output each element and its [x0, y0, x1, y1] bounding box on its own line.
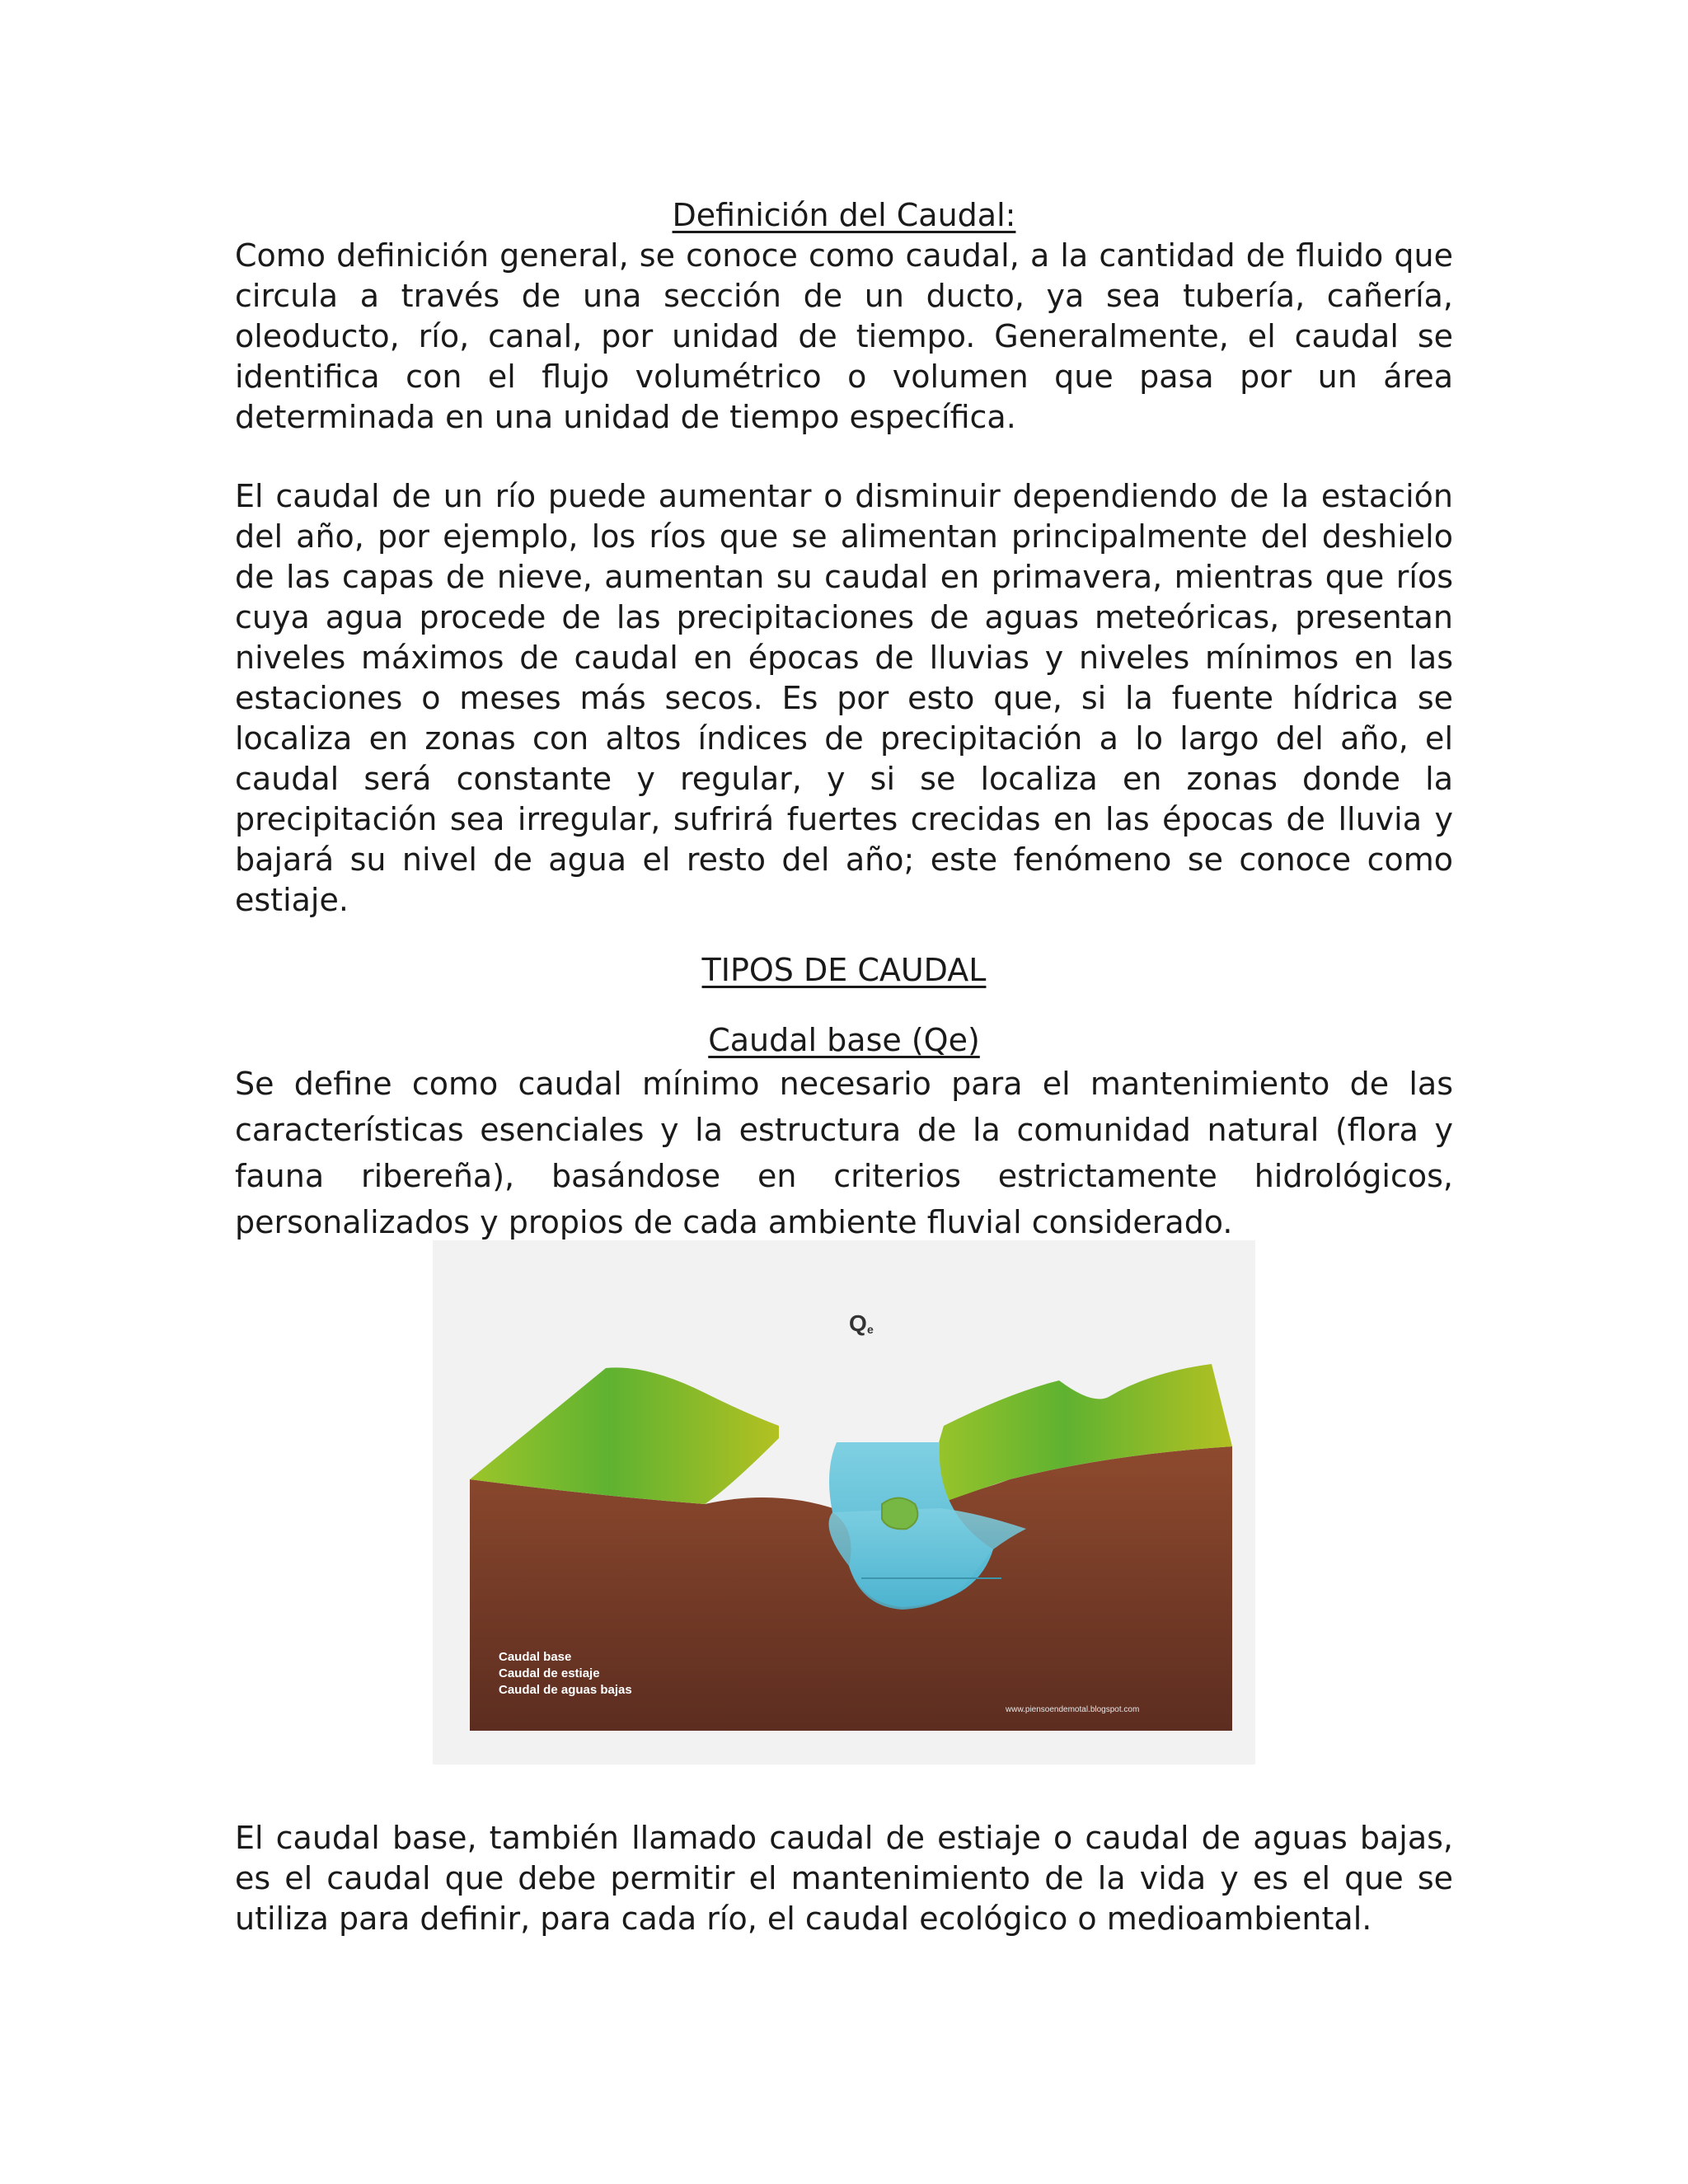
legend-line-3: Caudal de aguas bajas: [499, 1683, 632, 1697]
river-island: [882, 1498, 917, 1530]
definition-heading: Definición del Caudal:: [672, 197, 1016, 233]
base-flow-heading: Caudal base (Qe): [708, 1022, 980, 1058]
seasonal-paragraph: El caudal de un río puede aumentar o disminuir dependiendo de la estación del año, por ejemplo, los ríos que se alimentan principalmente del deshielo de las capas de nieve, aumentan su caudal en primavera, mientras que ríos cuya agua procede de las precipitaciones de aguas meteóricas, presentan niveles máximos de caudal en épocas de lluvias y niveles mínimos en las estaciones o meses más secos. Es por esto que, si la fuente hídrica se localiza en zonas con altos índices de precipitación a lo largo del año, el caudal será constante y regular, y si se localiza en zonas donde la precipitación sea irregular, sufrirá fuertes crecidas en las épocas de lluvia y bajará su nivel de agua el resto del año; este fenómeno se conoce como estiaje.: [235, 478, 1453, 918]
grass-layer: [470, 1367, 779, 1504]
base-flow-paragraph: Se define como caudal mínimo necesario para el mantenimiento de las características esenciales y la estructura de la comunidad natural (flora y fauna ribereña), basándose en criterios estrictamente hidrológicos, personalizados y propios de cada ambiente fluvial considerado.: [235, 1066, 1453, 1240]
watermark-text: www.piensoendemotal.blogspot.com: [1006, 1705, 1140, 1714]
types-heading: TIPOS DE CAUDAL: [701, 952, 987, 988]
svg-text:e: e: [867, 1323, 874, 1336]
document-body-after-figure: [235, 1818, 1453, 1939]
qe-label: Q: [849, 1310, 867, 1336]
document-body: [235, 194, 1453, 1245]
river-flow-illustration: [433, 1240, 1255, 1765]
legend-line-1: Caudal base: [499, 1650, 572, 1664]
legend-line-2: Caudal de estiaje: [499, 1666, 600, 1680]
definition-paragraph: Como definición general, se conoce como caudal, a la cantidad de fluido que circula a través de una sección de un ducto, ya sea tubería, cañería, oleoducto, río, canal, por unidad de tiempo. Generalmente, el caudal se identifica con el flujo volumétrico o volumen que pasa por un área determinada en una unidad de tiempo específica.: [235, 237, 1453, 435]
base-flow-definition-paragraph: El caudal base, también llamado caudal de estiaje o caudal de aguas bajas, es el caudal que debe permitir el mantenimiento de la vida y es el que se utiliza para definir, para cada río, el caudal ecológico o medioambiental.: [235, 1820, 1453, 1937]
